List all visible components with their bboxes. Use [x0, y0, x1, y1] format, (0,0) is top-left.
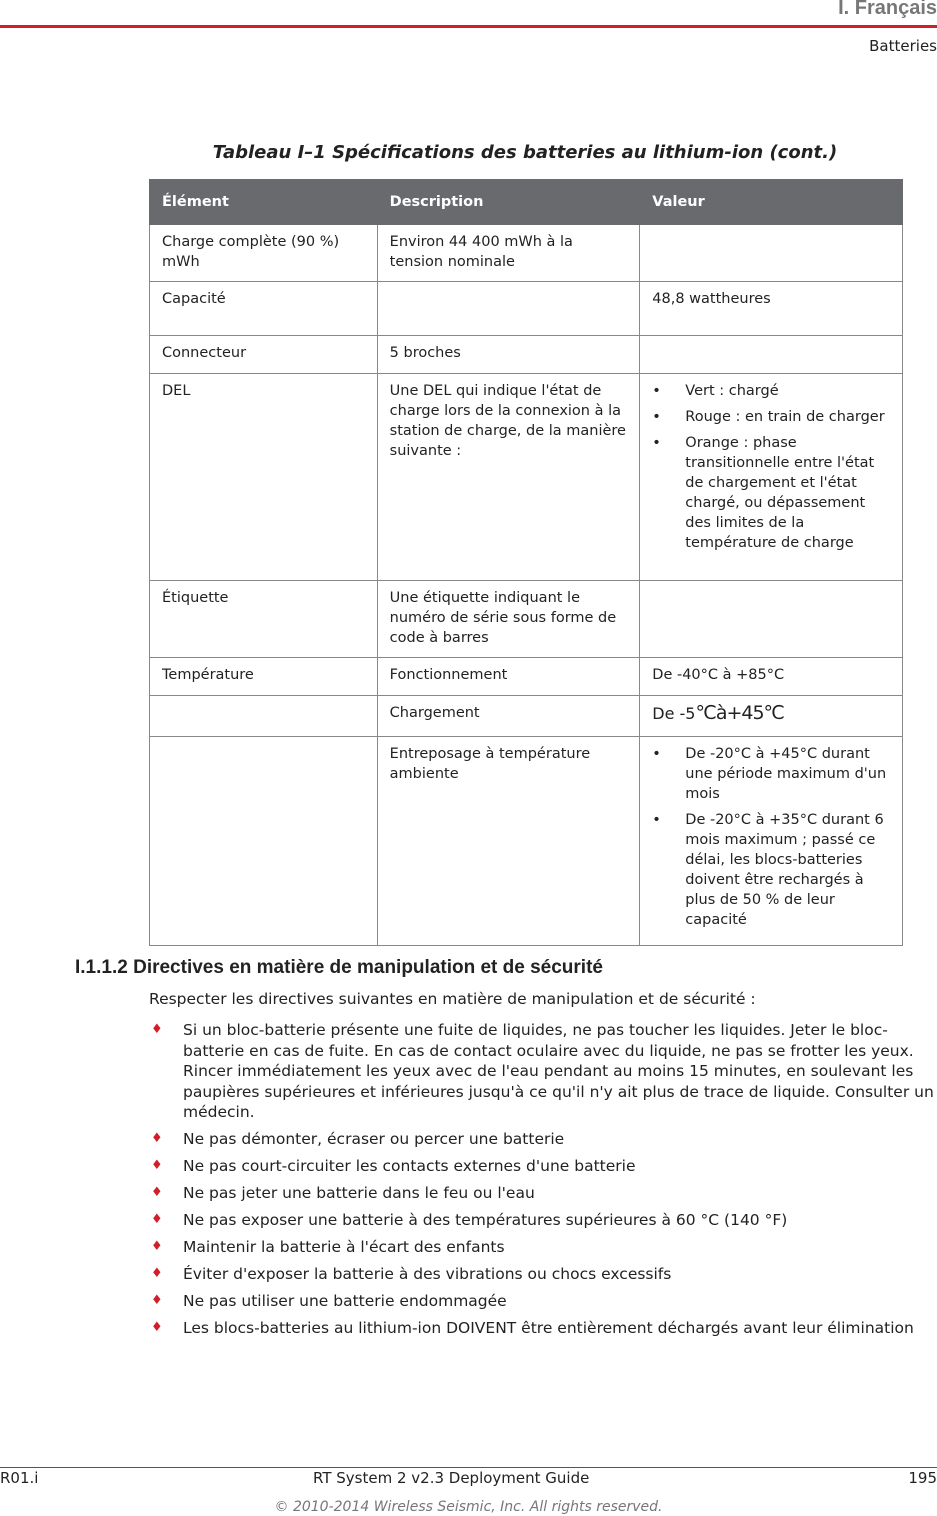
battery-spec-table	[149, 179, 903, 946]
list-item	[149, 1020, 937, 1123]
header-divider	[0, 25, 937, 28]
cell-value	[640, 374, 903, 581]
diamond-bullet-icon: ♦	[151, 1131, 163, 1146]
table-row	[150, 374, 903, 581]
bullet-item: • Vert : chargé	[652, 381, 890, 401]
diamond-bullet-icon: ♦	[151, 1212, 163, 1227]
list-item-text: Ne pas jeter une batterie dans le feu ou l'eau	[183, 1184, 535, 1202]
diamond-bullet-icon: ♦	[151, 1185, 163, 1200]
list-item	[149, 1183, 937, 1204]
list-item-text: Ne pas utiliser une batterie endommagée	[183, 1292, 507, 1310]
diamond-bullet-icon: ♦	[151, 1293, 163, 1308]
list-item	[149, 1237, 937, 1258]
list-item	[149, 1129, 937, 1150]
cell-element: Connecteur	[150, 336, 378, 374]
table-row	[150, 336, 903, 374]
list-item	[149, 1318, 937, 1339]
cell-element: Étiquette	[150, 581, 378, 658]
caption-text: Tableau I–1 Spécifications des batteries au lithium-ion (cont.)	[212, 142, 838, 163]
cell-description: Chargement	[377, 696, 640, 737]
table-row	[150, 581, 903, 658]
cell-description	[377, 282, 640, 336]
cell-description: 5 broches	[377, 336, 640, 374]
list-item-text: Ne pas court-circuiter les contacts externes d'une batterie	[183, 1157, 636, 1175]
cell-description: Une DEL qui indique l'état de charge lors de la connexion à la station de charge, de la manière suivante :	[377, 374, 640, 581]
diamond-bullet-icon: ♦	[151, 1239, 163, 1254]
section-name: Batteries	[869, 37, 937, 55]
header-value: Valeur	[640, 180, 903, 225]
list-item	[149, 1291, 937, 1312]
section-heading: I.1.1.2 Directives en matière de manipulation et de sécurité	[75, 957, 603, 978]
table-row	[150, 225, 903, 282]
table-caption	[0, 142, 937, 163]
bullet-item: • Orange : phase transitionnelle entre l'état de chargement et l'état chargé, ou dépassement des limites de la température de charge	[652, 433, 890, 553]
diamond-bullet-icon: ♦	[151, 1266, 163, 1281]
table-row	[150, 658, 903, 696]
safety-list	[149, 1020, 937, 1345]
list-item-text: Éviter d'exposer la batterie à des vibrations ou chocs excessifs	[183, 1265, 672, 1283]
diamond-bullet-icon: ♦	[151, 1320, 163, 1335]
table-row	[150, 737, 903, 946]
cell-description: Entreposage à température ambiente	[377, 737, 640, 946]
cell-value	[640, 225, 903, 282]
cell-element: Capacité	[150, 282, 378, 336]
cell-element	[150, 737, 378, 946]
diamond-bullet-icon: ♦	[151, 1022, 163, 1037]
list-item	[149, 1156, 937, 1177]
value-range: ℃à+45℃	[695, 702, 784, 724]
footer-revision: R01.i	[0, 1469, 39, 1487]
footer-page-number: 195	[908, 1469, 937, 1487]
list-item-text: Ne pas démonter, écraser ou percer une batterie	[183, 1130, 565, 1148]
cell-value	[640, 696, 903, 737]
cell-description: Une étiquette indiquant le numéro de série sous forme de code à barres	[377, 581, 640, 658]
list-item	[149, 1264, 937, 1285]
footer	[0, 1467, 937, 1487]
list-item-text: Maintenir la batterie à l'écart des enfants	[183, 1238, 505, 1256]
table-row	[150, 696, 903, 737]
value-prefix: De -5	[652, 704, 696, 723]
header-element: Élément	[150, 180, 378, 225]
list-item-text: Si un bloc-batterie présente une fuite de liquides, ne pas toucher les liquides. Jeter le bloc-batterie en cas de fuite. En cas de contact oculaire avec du liquide, ne pas se frotter les yeux. Rincer immédiatement les yeux avec de l'eau pendant au moins 15 minutes, en soulevant les paupières supérieures et inférieures jusqu'à ce qu'il n'y ait plus de trace de liquide. Consulter un médecin.	[183, 1021, 934, 1121]
cell-element: Charge complète (90 %) mWh	[150, 225, 378, 282]
cell-value: De -40°C à +85°C	[640, 658, 903, 696]
copyright: © 2010-2014 Wireless Seismic, Inc. All rights reserved.	[274, 1499, 663, 1515]
chapter-title: I. Français	[838, 0, 937, 19]
cell-value	[640, 737, 903, 946]
list-item	[149, 1210, 937, 1231]
list-item-text: Les blocs-batteries au lithium-ion DOIVENT être entièrement déchargés avant leur élimination	[183, 1319, 914, 1337]
cell-value	[640, 581, 903, 658]
footer-doc-title: RT System 2 v2.3 Deployment Guide	[313, 1469, 590, 1487]
table-header-row	[150, 180, 903, 225]
list-item-text: Ne pas exposer une batterie à des températures supérieures à 60 °C (140 °F)	[183, 1211, 788, 1229]
section-intro: Respecter les directives suivantes en matière de manipulation et de sécurité :	[149, 990, 756, 1008]
cell-description: Environ 44 400 mWh à la tension nominale	[377, 225, 640, 282]
bullet-item: • De -20°C à +45°C durant une période maximum d'un mois	[652, 744, 890, 804]
cell-element: Température	[150, 658, 378, 696]
bullet-item: • De -20°C à +35°C durant 6 mois maximum ; passé ce délai, les blocs-batteries doivent être rechargés à plus de 50 % de leur capacité	[652, 810, 890, 930]
cell-description: Fonctionnement	[377, 658, 640, 696]
header-description: Description	[377, 180, 640, 225]
diamond-bullet-icon: ♦	[151, 1158, 163, 1173]
cell-element	[150, 696, 378, 737]
cell-value: 48,8 wattheures	[640, 282, 903, 336]
cell-value	[640, 336, 903, 374]
cell-element: DEL	[150, 374, 378, 581]
bullet-item: • Rouge : en train de charger	[652, 407, 890, 427]
table-row	[150, 282, 903, 336]
